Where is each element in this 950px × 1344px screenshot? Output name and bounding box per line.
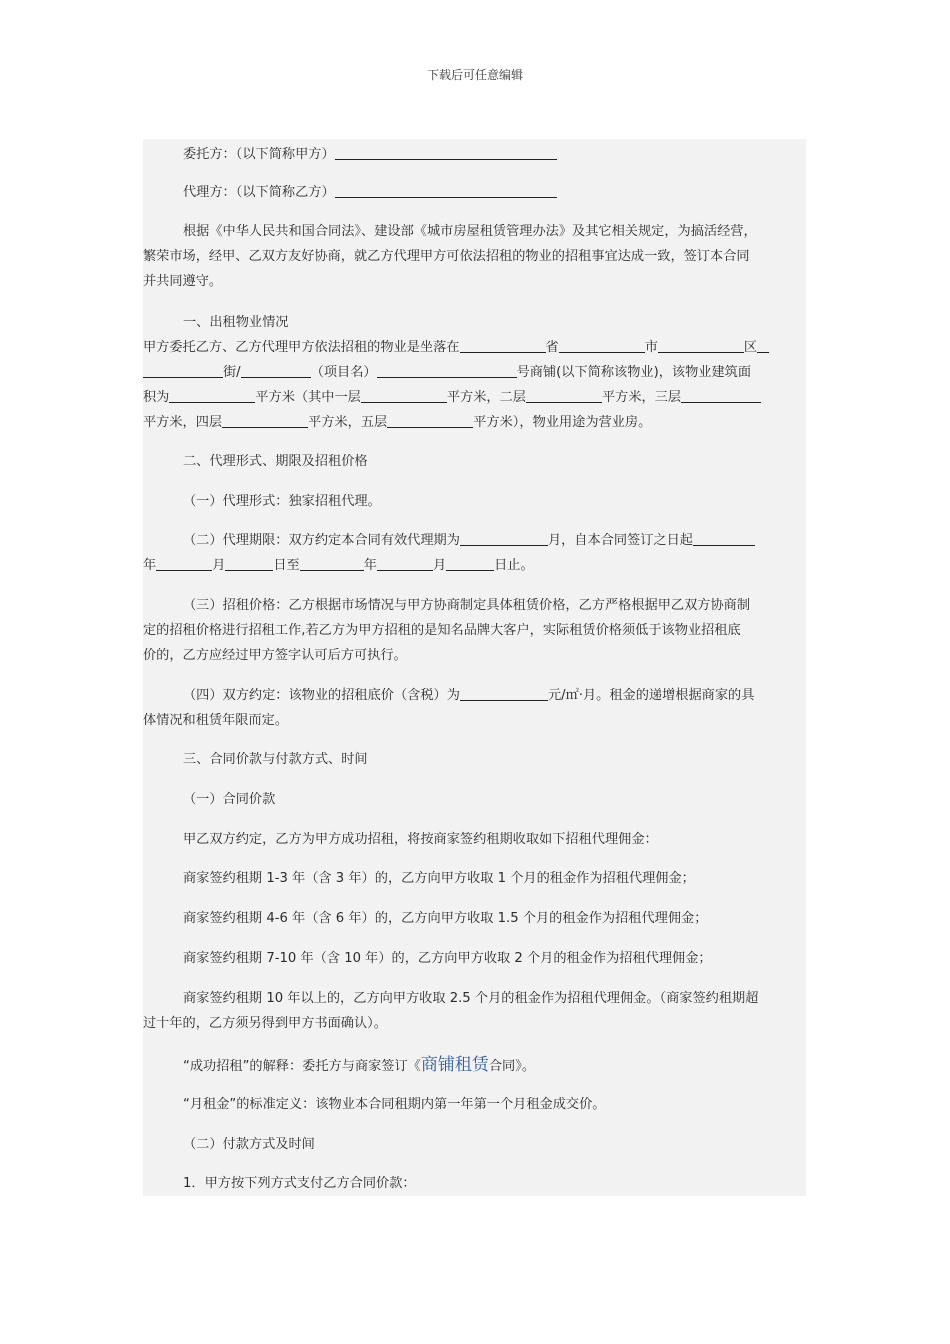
floor4-area-blank[interactable] <box>222 413 308 428</box>
header-note: 下载后可任意编辑 <box>426 68 523 82</box>
definition-success: “成功招租”的解释：委托方与商家签订《商铺租赁合同》。 <box>183 1055 536 1075</box>
principal-blank[interactable] <box>335 145 557 160</box>
floor2-area-blank[interactable] <box>526 388 602 403</box>
principal-line <box>143 142 806 167</box>
contract-page <box>143 139 806 1196</box>
city-blank[interactable] <box>559 338 645 353</box>
sec1-paragraph <box>143 310 806 435</box>
start-month-blank[interactable] <box>156 556 212 571</box>
sec3-2-title: （二）付款方式及时间 <box>183 1137 315 1152</box>
total-area-blank[interactable] <box>169 388 255 403</box>
sec1-line-3: 积为 平方米（其中一层 平方米，二层 平方米，三层 <box>143 385 806 410</box>
agent-blank[interactable] <box>335 183 557 198</box>
commission-1: 商家签约租期 1-3 年（含 3 年）的，乙方向甲方收取 1 个月的租金作为招租代理佣金； <box>183 871 695 886</box>
shop-number-blank[interactable] <box>377 363 517 378</box>
intro-line-1: 根据《中华人民共和国合同法》、建设部《城市房屋租赁管理办法》及其它相关规定，为搞活经营， <box>183 224 757 239</box>
start-year-blank[interactable] <box>693 531 755 546</box>
sec3-agree: 甲乙双方约定，乙方为甲方成功招租，将按商家签约租期收取如下招租代理佣金： <box>183 832 658 847</box>
floor5-area-blank[interactable] <box>387 413 473 428</box>
sec1-line-1: 甲方委托乙方、乙方代理甲方依法招租的物业是坐落在 省 市 区 <box>143 335 806 360</box>
sec3-title: 三、合同价款与付款方式、时间 <box>183 752 368 767</box>
payment-1: 1．甲方按下列方式支付乙方合同价款： <box>183 1176 416 1191</box>
commission-4: 商家签约租期 10 年以上的，乙方向甲方收取 2.5 个月的租金作为招租代理佣金。（商家签约租期超 过十年的，乙方须另得到甲方书面确认）。 <box>143 991 759 1031</box>
start-day-blank[interactable] <box>225 556 273 571</box>
intro-line-2: 繁荣市场，经甲、乙双方友好协商，就乙方代理甲方可依法招租的物业的招租事宜达成一致，签订本合同 <box>143 249 750 264</box>
project-blank[interactable] <box>241 363 311 378</box>
end-month-blank[interactable] <box>377 556 433 571</box>
agency-months-blank[interactable] <box>460 531 548 546</box>
end-year-blank[interactable] <box>300 556 364 571</box>
agent-line <box>143 180 806 205</box>
intro-paragraph <box>143 219 806 294</box>
intro-line-3: 并共同遵守。 <box>143 274 223 289</box>
province-blank[interactable] <box>460 338 546 353</box>
sec1-line-2: 街/ （项目名） 号商铺(以下简称该物业)，该物业建筑面 <box>143 360 806 385</box>
sec2-3: （三）招租价格：乙方根据市场情况与甲方协商制定具体租赁价格，乙方严格根据甲乙双方协商制 定的招租价格进行招租工作,若乙方为甲方招租的是知名品牌大客户，实际租赁价格须低于该物业招租底 价的，乙方应经过甲方签字认可后方可执行。 <box>143 598 751 663</box>
street-blank[interactable] <box>143 363 223 378</box>
commission-3: 商家签约租期 7-10 年（含 10 年）的，乙方向甲方收取 2 个月的租金作为招租代理佣金； <box>183 951 712 966</box>
sec2-2: （二）代理期限：双方约定本合同有效代理期为 月，自本合同签订之日起 年 月 日至 年 月 日止。 <box>143 528 806 578</box>
floor3-area-blank[interactable] <box>681 388 761 403</box>
sec1-line-4: 平方米，四层 平方米，五层 平方米），物业用途为营业房。 <box>143 415 652 430</box>
sec2-1: （一）代理形式：独家招租代理。 <box>183 494 381 509</box>
lease-contract-link[interactable]: 商铺租赁 <box>420 1055 489 1075</box>
district-blank[interactable] <box>658 338 744 353</box>
base-price-blank[interactable] <box>460 686 548 701</box>
agent-label: 代理方：（以下简称乙方） <box>183 185 335 200</box>
definition-monthly-rent: “月租金”的标准定义：该物业本合同租期内第一年第一个月租金成交价。 <box>183 1097 606 1112</box>
floor1-area-blank[interactable] <box>361 388 447 403</box>
commission-2: 商家签约租期 4-6 年（含 6 年）的，乙方向甲方收取 1.5 个月的租金作为招租代理佣金； <box>183 911 708 926</box>
end-day-blank[interactable] <box>446 556 494 571</box>
sec1-title: 一、出租物业情况 <box>183 315 289 330</box>
sec3-1-title: （一）合同价款 <box>183 792 276 807</box>
principal-label: 委托方：（以下简称甲方） <box>183 147 335 162</box>
sec2-title: 二、代理形式、期限及招租价格 <box>183 454 368 469</box>
sec2-4: （四）双方约定：该物业的招租底价（含税）为 元/㎡·月。租金的递增根据商家的具 体情况和租赁年限而定。 <box>143 688 755 728</box>
